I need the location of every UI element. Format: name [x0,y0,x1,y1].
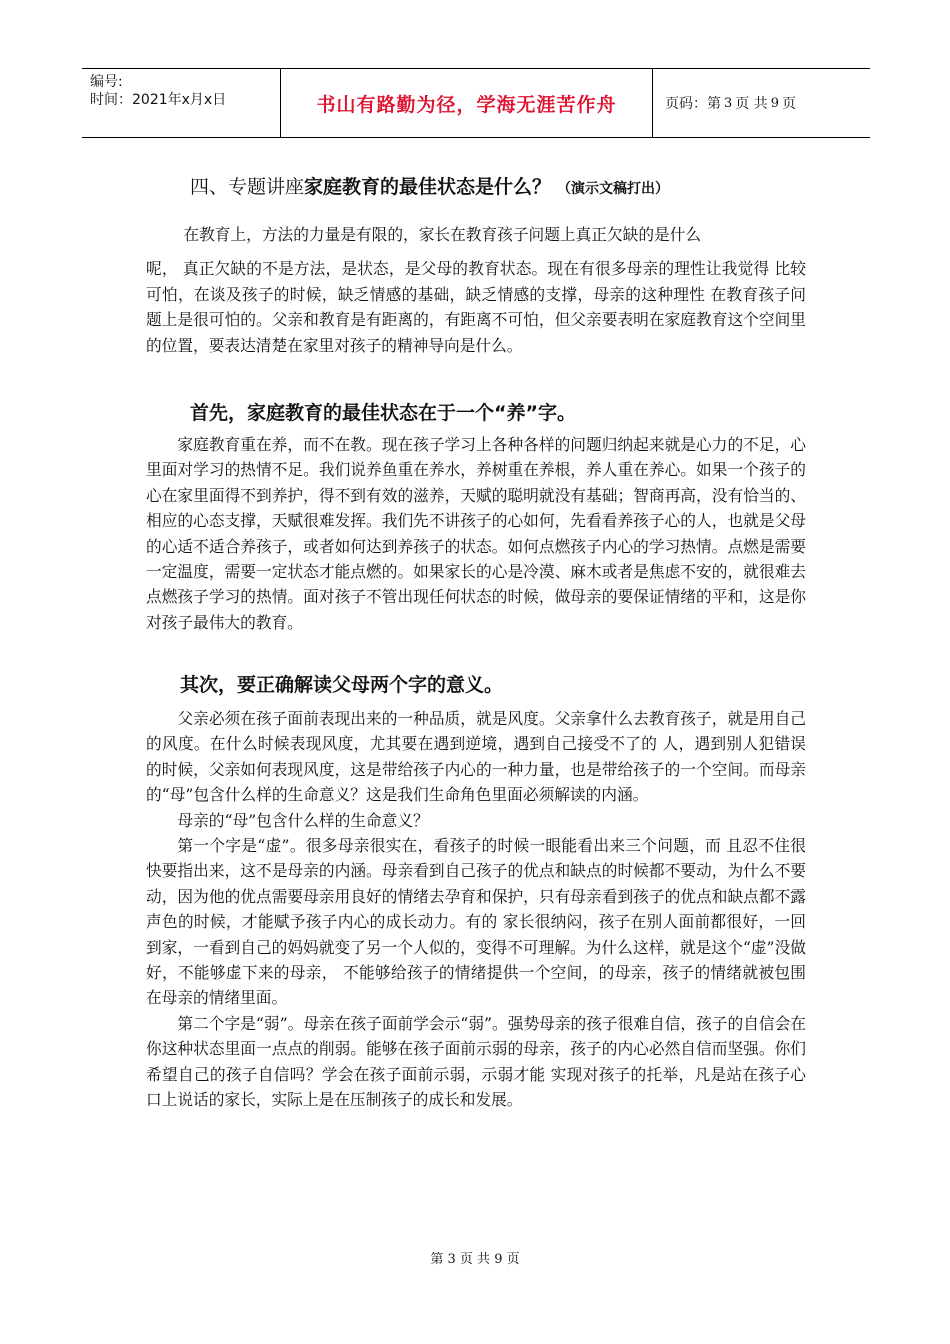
intro-rest: 呢， 真正欠缺的不是方法，是状态，是父母的教育状态。现在有很多母亲的理性让我觉得 比较可怕，在谈及孩子的时候，缺乏情感的基础，缺乏情感的支撑，母亲的这种理性 在教育孩子问题上是很可怕的。父亲和教育是有距离的，有距离不可怕，但父亲要表明在家庭教育这个空间里的位置，要表达清楚在家里对孩子的精神导向是什么。 [146,259,806,355]
section2-para-1: 父亲必须在孩子面前表现出来的一种品质，就是风度。父亲拿什么去教育孩子，就是用自己的风度。在什么时候表现风度，尤其要在遇到逆境，遇到自己接受不了的 人，遇到别人犯错误的时候，父亲如何表现风度，这是带给孩子内心的一种力量，也是带给孩子的一个空间。而母亲的“母”包含什么样的生命意义？这是我们生命角色里面必须解读的内涵。 [146,709,806,805]
title-prefix: 四、专题讲座 [190,176,305,198]
page-footer: 第 3 页 共 9 页 [430,1252,520,1267]
page-total: 9 [770,95,780,111]
lecture-title [190,172,669,199]
section2-para-2: 母亲的“母”包含什么样的生命意义？ [177,810,429,830]
header-meta [82,69,281,137]
section2-para-3: 第一个字是“虚”。很多母亲很实在，看孩子的时候一眼能看出来三个问题，而 且忍不住很快要指出来，这不是母亲的内涵。母亲看到自己孩子的优点和缺点的时候都不要动，为什么不要动，因为他的优点需要母亲用良好的情绪去孕育和保护，只有母亲看到孩子的优点和缺点都不露声色的时候，才能赋予孩子内心的成长动力。有的 家长很纳闷，孩子在别人面前都很好，一回到家，一看到自己的妈妈就变了另一个人似的，变得不可理解。为什么这样，就是这个“虚”没做好，不能够虚下来的母亲， 不能够给孩子的情绪提供一个空间，的母亲，孩子的情绪就被包围在母亲的情绪里面。 [146,836,806,1008]
page-suffix: 页 [782,96,797,112]
page-prefix: 页码：第 [665,96,721,112]
intro-first-line: 在教育上，方法的力量是有限的，家长在教育孩子问题上真正欠缺的是什么 [183,225,702,244]
motto-text: 书山有路勤为径，学海无涯苦作舟 [316,93,617,116]
section1-heading: 首先，家庭教育的最佳状态在于一个“养”字。 [190,402,576,424]
intro-paragraph [146,222,806,358]
date-label: 时间：2021年x月x日 [90,92,227,108]
number-label: 编号: [90,74,123,90]
title-note: （演示文稿打出） [557,181,670,197]
page-number: 3 [724,95,733,111]
header-motto-cell [281,69,653,137]
title-main: 家庭教育的最佳状态是什么？ [304,176,552,198]
page-mid: 页 共 [735,96,768,112]
section1-body: 家庭教育重在养，而不在教。现在孩子学习上各种各样的问题归纳起来就是心力的不足，心里面对学习的热情不足。我们说养鱼重在养水，养树重在养根，养人重在养心。如果一个孩子的心在家里面得不到养护，得不到有效的滋养，天赋的聪明就没有基础；智商再高，没有恰当的、相应的心态支撑，天赋很难发挥。我们先不讲孩子的心如何，先看看养孩子心的人，也就是父母的心适不适合养孩子，或者如何达到养孩子的状态。如何点燃孩子内心的学习热情。点燃是需要一定温度，需要一定状态才能点燃的。如果家长的心是冷漠、麻木或者是焦虑不安的，就很难去点燃孩子学习的热情。面对孩子不管出现任何状态的时候，做母亲的要保证情绪的平和，这是你对孩子最伟大的教育。 [146,435,806,632]
header-page-info [653,69,870,137]
section2-heading: 其次，要正确解读父母两个字的意义。 [180,674,504,696]
section2-body [146,706,806,1113]
section2-para-4: 第二个字是“弱”。母亲在孩子面前学会示“弱”。强势母亲的孩子很难自信，孩子的自信会在你这种状态里面一点点的削弱。能够在孩子面前示弱的母亲，孩子的内心必然自信而坚强。你们希望自己的孩子自信吗？学会在孩子面前示弱，示弱才能 实现对孩子的托举，凡是站在孩子心口上说话的家长，实际上是在压制孩子的成长和发展。 [146,1013,806,1110]
document-header [82,68,870,138]
